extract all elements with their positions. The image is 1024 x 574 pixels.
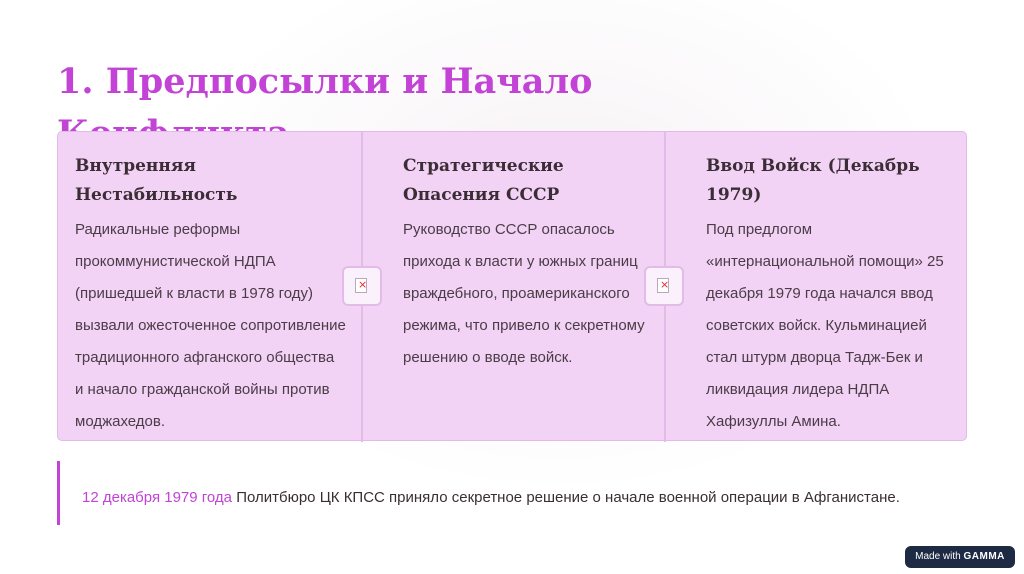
badge-prefix: Made with bbox=[915, 551, 964, 562]
card-troop-entry bbox=[665, 132, 968, 442]
broken-image-icon bbox=[657, 278, 669, 293]
step-icon-box bbox=[342, 266, 382, 306]
step-icon-box bbox=[644, 266, 684, 306]
card-body: Руководство СССР опасалось прихода к власти у южных границ враждебного, проамериканского режима, что привело к секретному решению о вводе войск. bbox=[403, 221, 645, 366]
card-heading: Стратегические Опасения СССР bbox=[403, 156, 564, 205]
card-strategic-concerns bbox=[362, 132, 665, 442]
made-with-gamma-badge[interactable] bbox=[905, 546, 1015, 568]
card-body: Радикальные реформы прокоммунистической НДПА (пришедшей к власти в 1978 году) вызвали ожесточенное сопротивление традиционного афганского общества и начало гражданской войны против моджахедов. bbox=[75, 221, 346, 430]
card-internal-instability bbox=[58, 132, 362, 442]
gamma-logo: GAMMA bbox=[963, 551, 1005, 562]
broken-image-icon bbox=[355, 278, 367, 293]
card-body: Под предлогом «интернациональной помощи» 25 декабря 1979 года начался ввод советских войск. Кульминацией стал штурм дворца Тадж-Бек и ликвидация лидера НДПА Хафизуллы Амина. bbox=[706, 221, 944, 430]
callout-date: 12 декабря 1979 года bbox=[82, 489, 233, 506]
card-heading: Ввод Войск (Декабрь 1979) bbox=[706, 156, 920, 205]
cards-container bbox=[57, 131, 967, 441]
callout-body: Политбюро ЦК КПСС приняло секретное решение о начале военной операции в Афганистане. bbox=[232, 489, 900, 506]
card-heading: Внутренняя Нестабильность bbox=[75, 156, 238, 205]
page-title: 1. Предпосылки и Начало bbox=[57, 61, 593, 102]
callout-accent-bar bbox=[57, 461, 60, 525]
callout-text bbox=[82, 486, 982, 510]
